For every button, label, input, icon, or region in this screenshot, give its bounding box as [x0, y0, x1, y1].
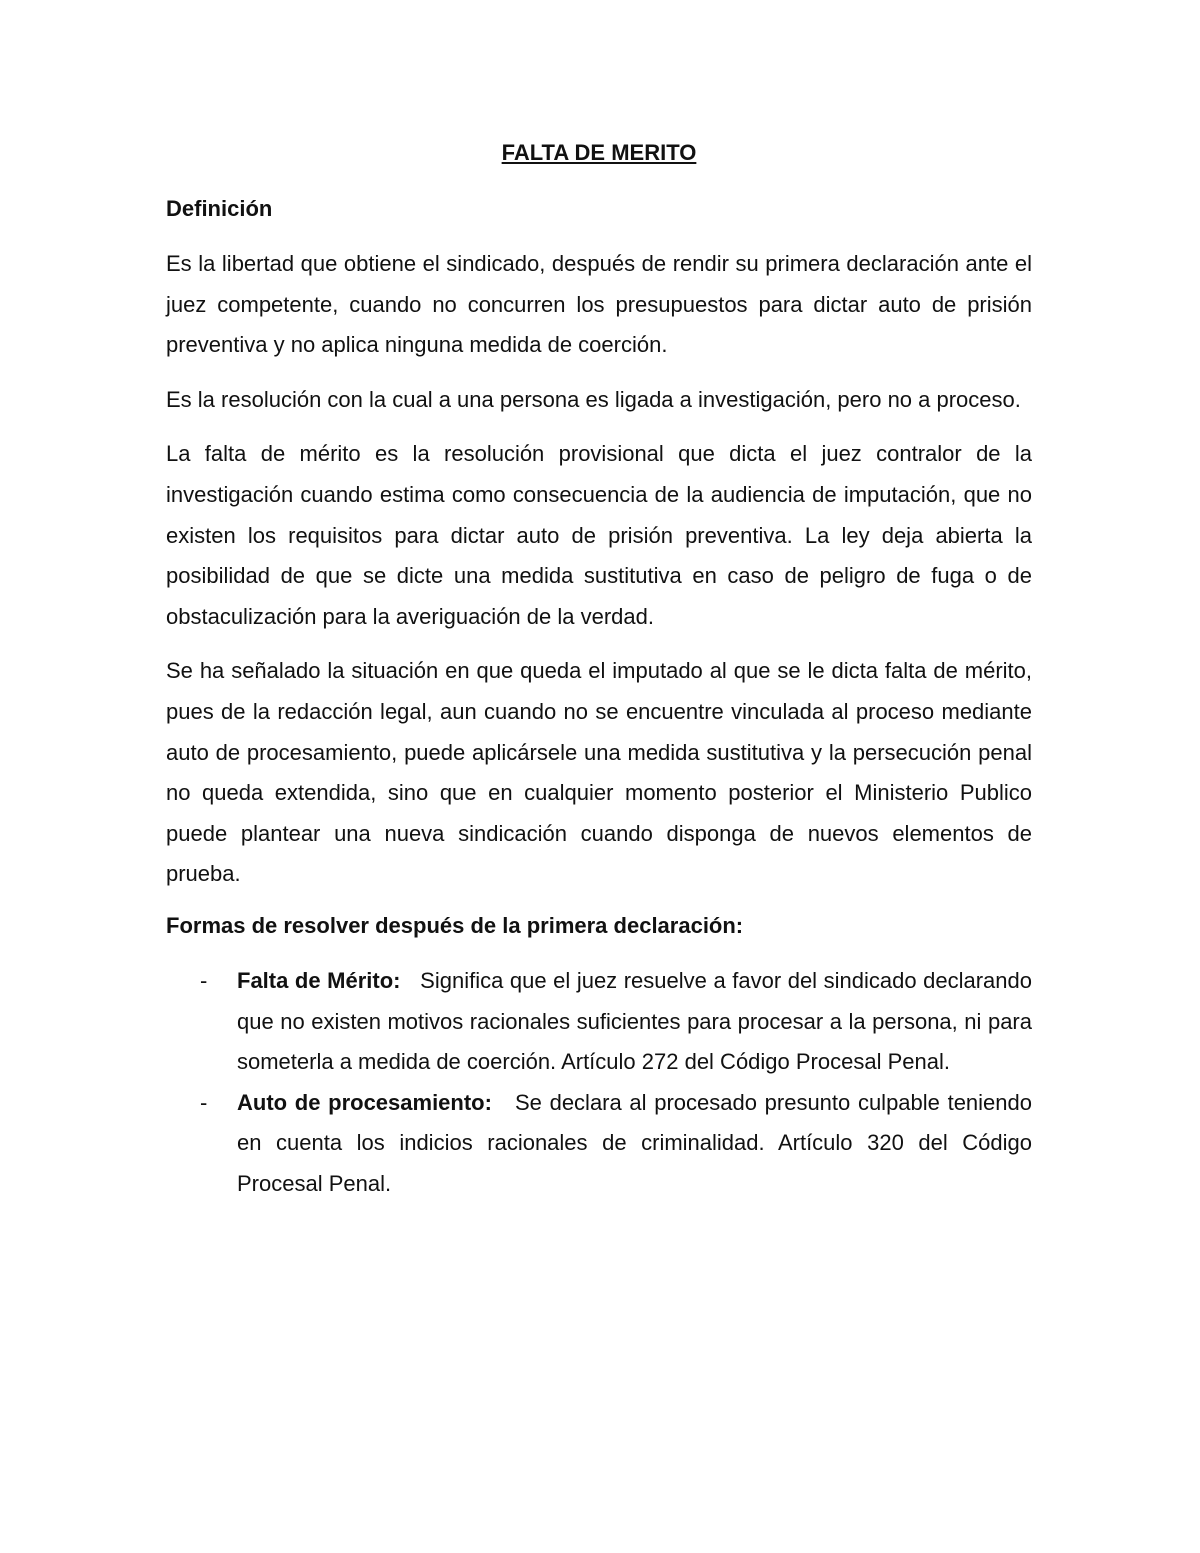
resolution-forms-list: [166, 961, 1032, 1205]
list-item-term: Auto de procesamiento:: [237, 1089, 492, 1115]
list-bullet: -: [200, 967, 208, 993]
document-body: [166, 136, 1032, 1204]
list-item: [166, 961, 1032, 1083]
paragraph-4: Se ha señalado la situación en que queda el imputado al que se le dicta falta de mérito, pues de la redacción legal, aun cuando no se encuentre vinculada al proceso mediante auto de procesamiento, puede aplicársele una medida sustitutiva y la persecución penal no queda extendida, sino que en cualquier momento posterior el Ministerio Publico puede plantear una nueva sindicación cuando disponga de nuevos elementos de prueba.: [166, 658, 1032, 887]
forms-heading: Formas de resolver después de la primera declaración:: [166, 912, 744, 938]
list-bullet: -: [200, 1089, 208, 1115]
paragraph-2: Es la resolución con la cual a una persona es ligada a investigación, pero no a proceso.: [166, 386, 1021, 412]
paragraph-3: La falta de mérito es la resolución provisional que dicta el juez contralor de la investigación cuando estima como consecuencia de la audiencia de imputación, que no existen los requisitos para dictar auto de prisión preventiva. La ley deja abierta la posibilidad de que se dicte una medida sustitutiva en caso de peligro de fuga o de obstaculización para la averiguación de la verdad.: [166, 441, 1032, 629]
list-item-text: Significa que el juez resuelve a favor del sindicado declarando que no existen motivos racionales suficientes para procesar a la persona, ni para someterla a medida de coerción. Artículo 272 del Código Procesal Penal.: [237, 967, 1032, 1075]
list-item-text: Se declara al procesado presunto culpable teniendo en cuenta los indicios racionales de criminalidad. Artículo 320 del Código Procesal Penal.: [237, 1089, 1032, 1196]
definition-heading: Definición: [166, 196, 273, 221]
document-title: FALTA DE MERITO: [501, 140, 697, 165]
list-item: [166, 1083, 1032, 1205]
paragraph-1: Es la libertad que obtiene el sindicado, después de rendir su primera declaración ante el juez competente, cuando no concurren los presupuestos para dictar auto de prisión preventiva y no aplica ninguna medida de coerción.: [166, 251, 1032, 358]
list-item-term: Falta de Mérito:: [237, 967, 401, 993]
